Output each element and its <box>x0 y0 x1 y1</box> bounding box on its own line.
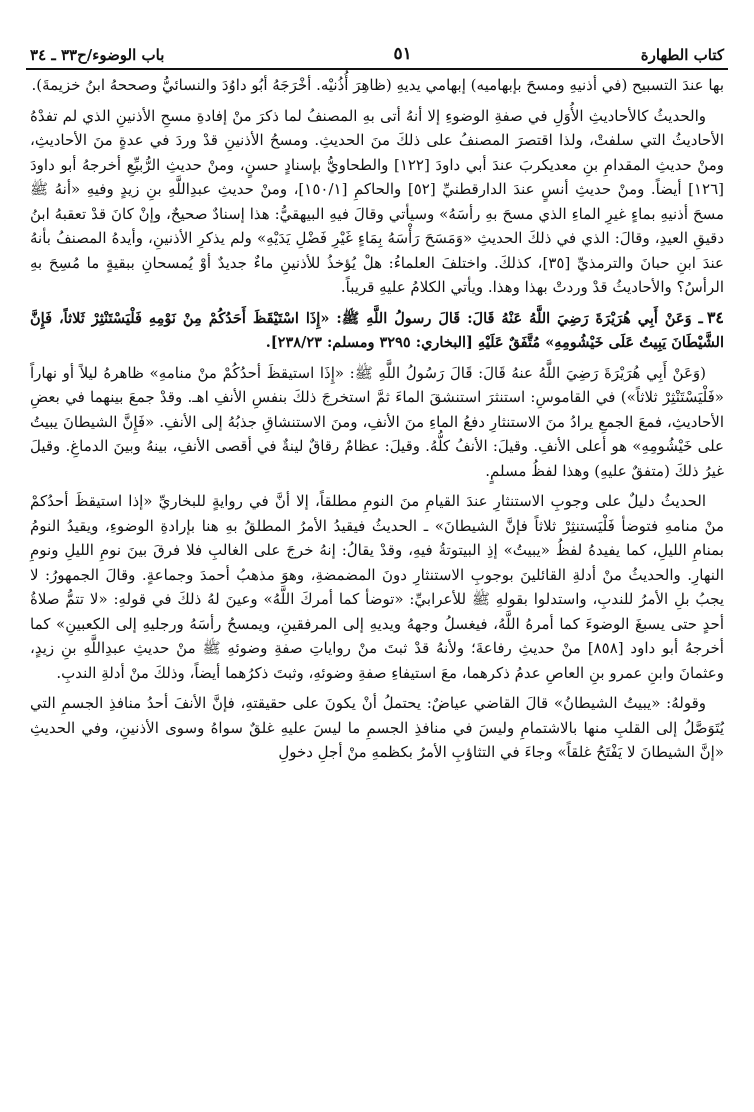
page-body <box>26 70 728 765</box>
page-header <box>26 44 728 70</box>
paragraph-continuation: بها عندَ التسبيح (في أذنيهِ ومسحَ بإبهاميه) إبهامي يديهِ (ظاهِرَ أُذُنيْه. أخْرَجَهُ أبُو داوُدَ والنسائيُّ وصححهُ ابنُ خزيمةَ). <box>31 76 724 94</box>
paragraph-shaytan: وقولهُ: «يبيتُ الشيطانُ» قالَ القاضي عياضٌ: يحتملُ أنْ يكونَ على حقيقتهِ، فإنَّ الأنفَ أحدُ منافذِ الجسمِ التي يُتَوَصَّلُ إلى القلبِ منها بالاشتمامِ وليسَ في منافذِ الجسمِ ما ليسَ عليهِ غلقٌ سواهُ وسوى الأذنينِ، وفي الحديثِ «إنَّ الشيطانَ لا يَفْتَحُ غلقاً» وجاءَ في التثاؤبِ الأمرُ بكظمهِ منْ أجلِ دخولِ <box>30 694 724 761</box>
chapter-reference: باب الوضوء/ح٣٣ ـ ٣٤ <box>30 46 165 64</box>
paragraph-ruling: الحديثُ دليلٌ على وجوبِ الاستنثارِ عندَ القيامِ منَ النومِ مطلقاً، إلا أنَّ في روايةٍ للبخاريِّ «إذا استيقظَ أحدُكمْ منْ منامهِ فتوضأ فَلْيَستنثِرْ ثلاثاً فإنَّ الشيطانَ» ـ الحديثُ فيقيدُ الأمرُ المطلقُ بهِ هنا بإرادةِ الوضوءِ، ويقيدُ النومُ بمنامِ الليلِ، كما يفيدهُ لفظُ «يبيتُ» إذِ البيتوتةُ فيهِ، وقدْ يقالُ: إنهُ خرجَ على الغالبِ فلا فرقَ بينَ نومِ الليلِ ونومِ النهارِ. والحديثُ منْ أدلةِ القائلينَ بوجوبِ الاستنثارِ دونَ المضمضةِ، وهوَ مذهبُ أحمدَ وجماعةٍ. وقالَ الجمهورُ: لا يجبُ بلِ الأمرُ للندبِ، واستدلوا بقولهِ ﷺ للأعرابيِّ: «توضأ كما أمركَ اللَّهُ» وعينَ لهُ ذلكَ في قولهِ: «لا تتمُّ صلاةُ أحدٍ حتى يسبغَ الوضوءَ كما أمرهُ اللَّهُ، فيغسلُ وجههُ ويديهِ إلى المرفقينِ، ويمسحُ رأسَهُ ورجليهِ إلى الكعبينِ» كما أخرجهُ أبو داود [٨٥٨] منْ حديثِ رفاعةَ؛ ولأنهُ قدْ ثبتَ منْ رواياتِ صفةِ وضوئهِ ﷺ منْ حديثِ عبدِاللَّهِ بنِ زيدٍ، وعثمانَ وابنِ عمرو بنِ العاصِ عدمُ ذكرهما، معَ استيفاءِ صفةِ وضوئهِ، وثبتَ ذكرُهما أيضاً، وذلكَ منْ أدلةِ الندبِ. <box>30 492 724 682</box>
hadith-block <box>30 306 724 355</box>
paragraph-commentary-33: والحديثُ كالأحاديثِ الأُوَلِ في صفةِ الوضوءِ إلا أنهُ أتى بهِ المصنفُ لما ذكرَ منْ إفادةِ مسحِ الأذنينِ الذي لم تفدْهُ الأحاديثُ التي سلفتْ، ولذا اقتصرَ المصنفُ على ذلكَ منَ الحديثِ. ومسحُ الأذنينِ قدْ وردَ في عدةٍ منَ الأحاديثِ، ومنْ حديثِ المقدامِ بنِ معديكربَ عندَ أبي داودَ [١٢٢] والطحاويُّ بإسنادٍ حسنٍ، ومنْ حديثِ الرُّبيِّعِ أخرجهُ أبو داودَ [١٢٦] أيضاً. ومنْ حديثِ أنسٍ عندَ الدارقطنيِّ [٥٢] والحاكمِ [١٥٠/١]، ومنْ حديثِ عبدِاللَّهِ بنِ زيدٍ وفيهِ «أنهُ ﷺ مسحَ أذنيهِ بماءٍ غيرِ الماءِ الذي مسحَ بهِ رأسَهُ» وسيأتي وقالَ فيهِ البيهقيُّ: هذا إسنادٌ صحيحٌ، وإنْ كانَ قدْ تعقبهُ ابنُ دقيقِ العيدِ، وقالَ: الذي في ذلكَ الحديثِ «وَمَسَحَ رَأْسَهُ بِمَاءٍ غَيْرِ فَضْلِ يَدَيْهِ» ولم يذكرِ الأذنينِ، وأيدهُ المصنفُ بأنهُ عندَ ابنِ حبانَ والترمذيِّ [٣٥]، كذلكَ. واختلفَ العلماءُ: هلْ يُؤخذُ للأذنينِ ماءٌ جديدٌ أوْ يُمسحانِ ببقيةٍ ما مُسِحَ بهِ الرأسُ؟ والأحاديثُ قدْ وردتْ بهذا وهذا. ويأتي الكلامُ عليهِ قريباً. <box>30 106 724 296</box>
hadith-text: ـ وَعَنْ أَبِي هُرَيْرَةَ رَضِيَ اللَّهُ عَنْهُ قَالَ: قَالَ رسولُ اللَّهِ ﷺ: «إِذَا اسْتَيْقَظَ أَحَدُكُمْ مِنْ نَوْمِهِ فَلْيَسْتَنْثِرْ ثَلاثاً، فَإِنَّ الشَّيْطَانَ يَبِيتُ عَلَى خَيْشُومِهِ» مُتَّفَقٌ عَلَيْهِ [البخاري: ٣٢٩٥ ومسلم: ٢٣٨/٢٣]. <box>30 309 724 351</box>
page-number: ٥١ <box>393 44 412 64</box>
book-title: كتاب الطهارة <box>640 46 724 64</box>
paragraph-explanation: (وَعَنْ أَبِي هُرَيْرَةَ رَضِيَ اللَّهُ عنهُ قَالَ: قَالَ رَسُولُ اللَّهِ ﷺ: «إِذَا استيقظَ أحدُكُمْ منْ منامهِ» ظاهرهُ ليلاً أو نهاراً «فَلْيَسْتَنْثِرْ ثلاثاً») في القاموسِ: استنثرَ استنشقَ الماءَ ثمَّ استخرجَ ذلكَ بنفسِ الأنفِ اهـ. وقدْ جمعَ بينهما في بعضِ الأحاديثِ، فمعَ الجمعِ يرادُ منَ الاستنثارِ دفعُ الماءِ منَ الأنفِ، ومنَ الاستنشاقِ جذبُهُ إلى الأنفِ. «فَإِنَّ الشيطانَ يبيتُ على خَيْشُومِهِ» هو أعلى الأنفِ. وقيلَ: الأنفُ كلُّهُ. وقيلَ: عظامٌ رقاقٌ لينةٌ في أقصى الأنفِ، بينهُ وبينَ الدماغِ. وقيلَ غيرُ ذلكَ (متفقٌ عليهِ) وهذا لفظُ مسلمٍ. <box>30 363 724 480</box>
hadith-number: ٣٤ <box>706 307 724 327</box>
